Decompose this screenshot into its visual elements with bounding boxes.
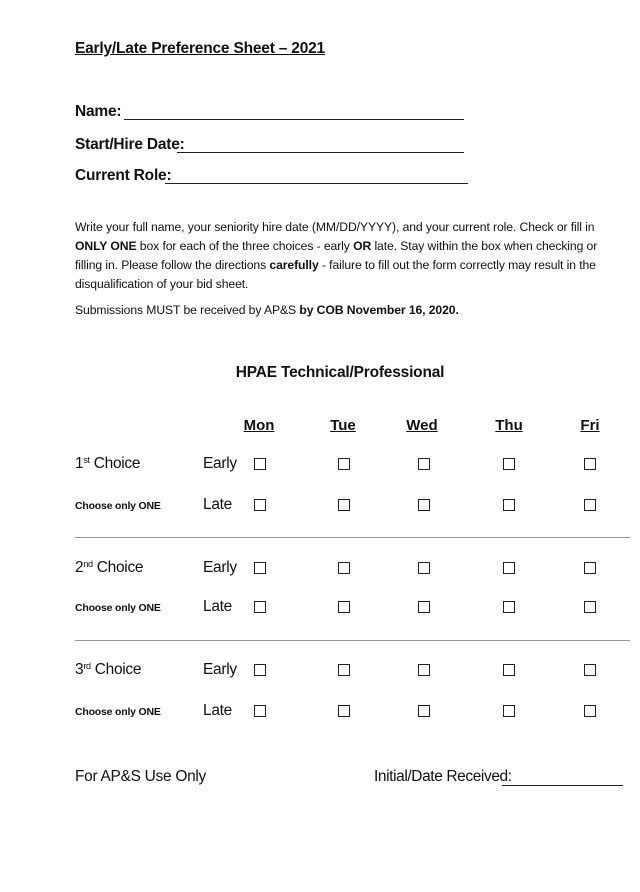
day-header-wed: Wed <box>406 417 438 434</box>
choice-1-late-label: Late <box>203 496 232 513</box>
instructions-emphasis-or: OR <box>353 239 372 253</box>
choice-2-early-label: Early <box>203 559 237 576</box>
instructions-emphasis-carefully: carefully <box>269 258 319 272</box>
checkbox-c2-early-mon[interactable] <box>254 562 266 574</box>
checkbox-c3-early-thu[interactable] <box>503 664 515 676</box>
day-header-tue: Tue <box>330 417 356 434</box>
checkbox-c3-late-fri[interactable] <box>584 705 596 717</box>
deadline-notice <box>75 303 459 317</box>
checkbox-c3-early-fri[interactable] <box>584 664 596 676</box>
instructions-paragraph <box>75 218 625 294</box>
checkbox-c1-late-tue[interactable] <box>338 499 350 511</box>
checkbox-c3-late-thu[interactable] <box>503 705 515 717</box>
office-use-label: For AP&S Use Only <box>75 768 207 785</box>
section-divider <box>75 640 630 641</box>
checkbox-c1-early-wed[interactable] <box>418 458 430 470</box>
choice-3-label <box>75 661 141 679</box>
choice-3-hint: Choose only ONE <box>75 706 161 718</box>
checkbox-c2-late-mon[interactable] <box>254 601 266 613</box>
day-header-fri: Fri <box>580 417 600 434</box>
choice-word: Choice <box>94 661 142 678</box>
section-divider <box>75 537 630 538</box>
instructions-text: box for each of the three choices - early <box>136 239 354 253</box>
name-label: Name: <box>75 103 122 120</box>
checkbox-c1-early-mon[interactable] <box>254 458 266 470</box>
choice-3-late-label: Late <box>203 702 232 719</box>
checkbox-c2-late-wed[interactable] <box>418 601 430 613</box>
choice-ordinal-suffix: nd <box>83 559 93 569</box>
checkbox-c2-early-thu[interactable] <box>503 562 515 574</box>
checkbox-c3-early-mon[interactable] <box>254 664 266 676</box>
initial-date-field[interactable] <box>502 785 623 786</box>
checkbox-c3-late-mon[interactable] <box>254 705 266 717</box>
choice-ordinal-suffix: st <box>83 455 90 465</box>
checkbox-c1-early-thu[interactable] <box>503 458 515 470</box>
hire-date-label: Start/Hire Date: <box>75 136 185 153</box>
checkbox-c2-late-fri[interactable] <box>584 601 596 613</box>
choice-1-hint: Choose only ONE <box>75 500 161 512</box>
checkbox-c2-late-thu[interactable] <box>503 601 515 613</box>
deadline-text: Submissions MUST be received by AP&S <box>75 303 300 317</box>
current-role-label: Current Role: <box>75 167 172 184</box>
instructions-text: late. Stay within the box when checking or filling in. Please follow the directions <box>75 239 598 272</box>
checkbox-c2-early-fri[interactable] <box>584 562 596 574</box>
checkbox-c1-late-mon[interactable] <box>254 499 266 511</box>
checkbox-c1-early-tue[interactable] <box>338 458 350 470</box>
choice-number: 2 <box>75 559 84 576</box>
checkbox-c1-late-fri[interactable] <box>584 499 596 511</box>
checkbox-c2-early-wed[interactable] <box>418 562 430 574</box>
instructions-emphasis-only-one: ONLY ONE <box>75 239 137 253</box>
checkbox-c2-early-tue[interactable] <box>338 562 350 574</box>
checkbox-c3-late-wed[interactable] <box>418 705 430 717</box>
deadline-date: by COB November 16, 2020. <box>299 303 459 317</box>
choice-3-early-label: Early <box>203 661 237 678</box>
section-title: HPAE Technical/Professional <box>235 364 445 381</box>
choice-2-hint: Choose only ONE <box>75 602 161 614</box>
checkbox-c1-late-thu[interactable] <box>503 499 515 511</box>
day-header-thu: Thu <box>495 417 523 434</box>
choice-ordinal-suffix: rd <box>83 661 91 671</box>
initial-date-label: Initial/Date Received: <box>374 768 512 785</box>
checkbox-c1-early-fri[interactable] <box>584 458 596 470</box>
choice-number: 1 <box>75 455 84 472</box>
choice-2-label <box>75 559 143 577</box>
instructions-text: Write your full name, your seniority hire date (MM/DD/YYYY), and your current role. Check or fill in <box>75 220 595 234</box>
checkbox-c3-early-wed[interactable] <box>418 664 430 676</box>
checkbox-c1-late-wed[interactable] <box>418 499 430 511</box>
instructions-text: - failure to fill out the form correctly may result in the disqualification of your bid sheet. <box>75 258 596 291</box>
name-field[interactable] <box>124 119 464 120</box>
checkbox-c3-late-tue[interactable] <box>338 705 350 717</box>
choice-word: Choice <box>93 455 141 472</box>
page-title: Early/Late Preference Sheet – 2021 <box>75 40 325 57</box>
hire-date-field[interactable] <box>177 152 464 153</box>
choice-number: 3 <box>75 661 84 678</box>
checkbox-c2-late-tue[interactable] <box>338 601 350 613</box>
day-header-mon: Mon <box>243 417 275 434</box>
choice-1-early-label: Early <box>203 455 237 472</box>
checkbox-c3-early-tue[interactable] <box>338 664 350 676</box>
choice-word: Choice <box>96 559 144 576</box>
choice-1-label <box>75 455 140 473</box>
choice-2-late-label: Late <box>203 598 232 615</box>
current-role-field[interactable] <box>165 183 468 184</box>
